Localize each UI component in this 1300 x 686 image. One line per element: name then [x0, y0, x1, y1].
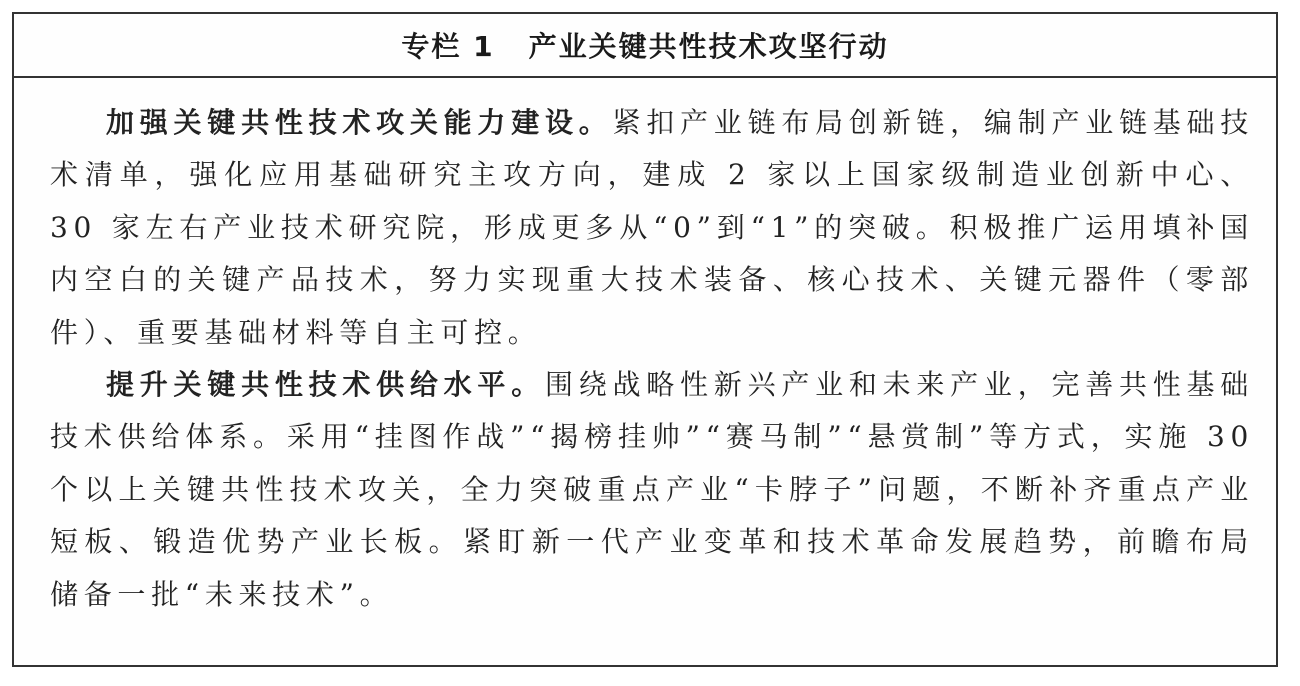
box-header	[14, 14, 1276, 78]
paragraph-supply-level	[50, 359, 1254, 621]
paragraph-capability-building	[50, 97, 1254, 359]
box-title	[401, 25, 888, 65]
paragraph-text: 围绕战略性新兴产业和未来产业，完善共性基础技术供给体系。采用“挂图作战”“揭榜挂帅”“赛马制”“悬赏制”等方式，实施 30 个以上关键共性技术攻关，全力突破重点产业“卡脖子”问题，不断补齐重点产业短板、锻造优势产业长板。紧盯新一代产业变革和技术革命发展趋势，前瞻布局储备一批“未来技术”。	[50, 368, 1254, 611]
paragraph-text: 紧扣产业链布局创新链，编制产业链基础技术清单，强化应用基础研究主攻方向，建成 2 家以上国家级制造业创新中心、30 家左右产业技术研究院，形成更多从“0”到“1”的突破。积极推广运用填补国内空白的关键产品技术，努力实现重大技术装备、核心技术、关键元器件（零部件）、重要基础材料等自主可控。	[50, 106, 1254, 349]
paragraph-lead: 加强关键共性技术攻关能力建设。	[106, 106, 613, 139]
paragraph-lead: 提升关键共性技术供给水平。	[106, 368, 545, 402]
box-number: 专栏 1	[401, 30, 495, 63]
column-box	[12, 12, 1278, 667]
box-title-text: 产业关键共性技术攻坚行动	[528, 30, 889, 63]
box-content	[14, 97, 1276, 621]
